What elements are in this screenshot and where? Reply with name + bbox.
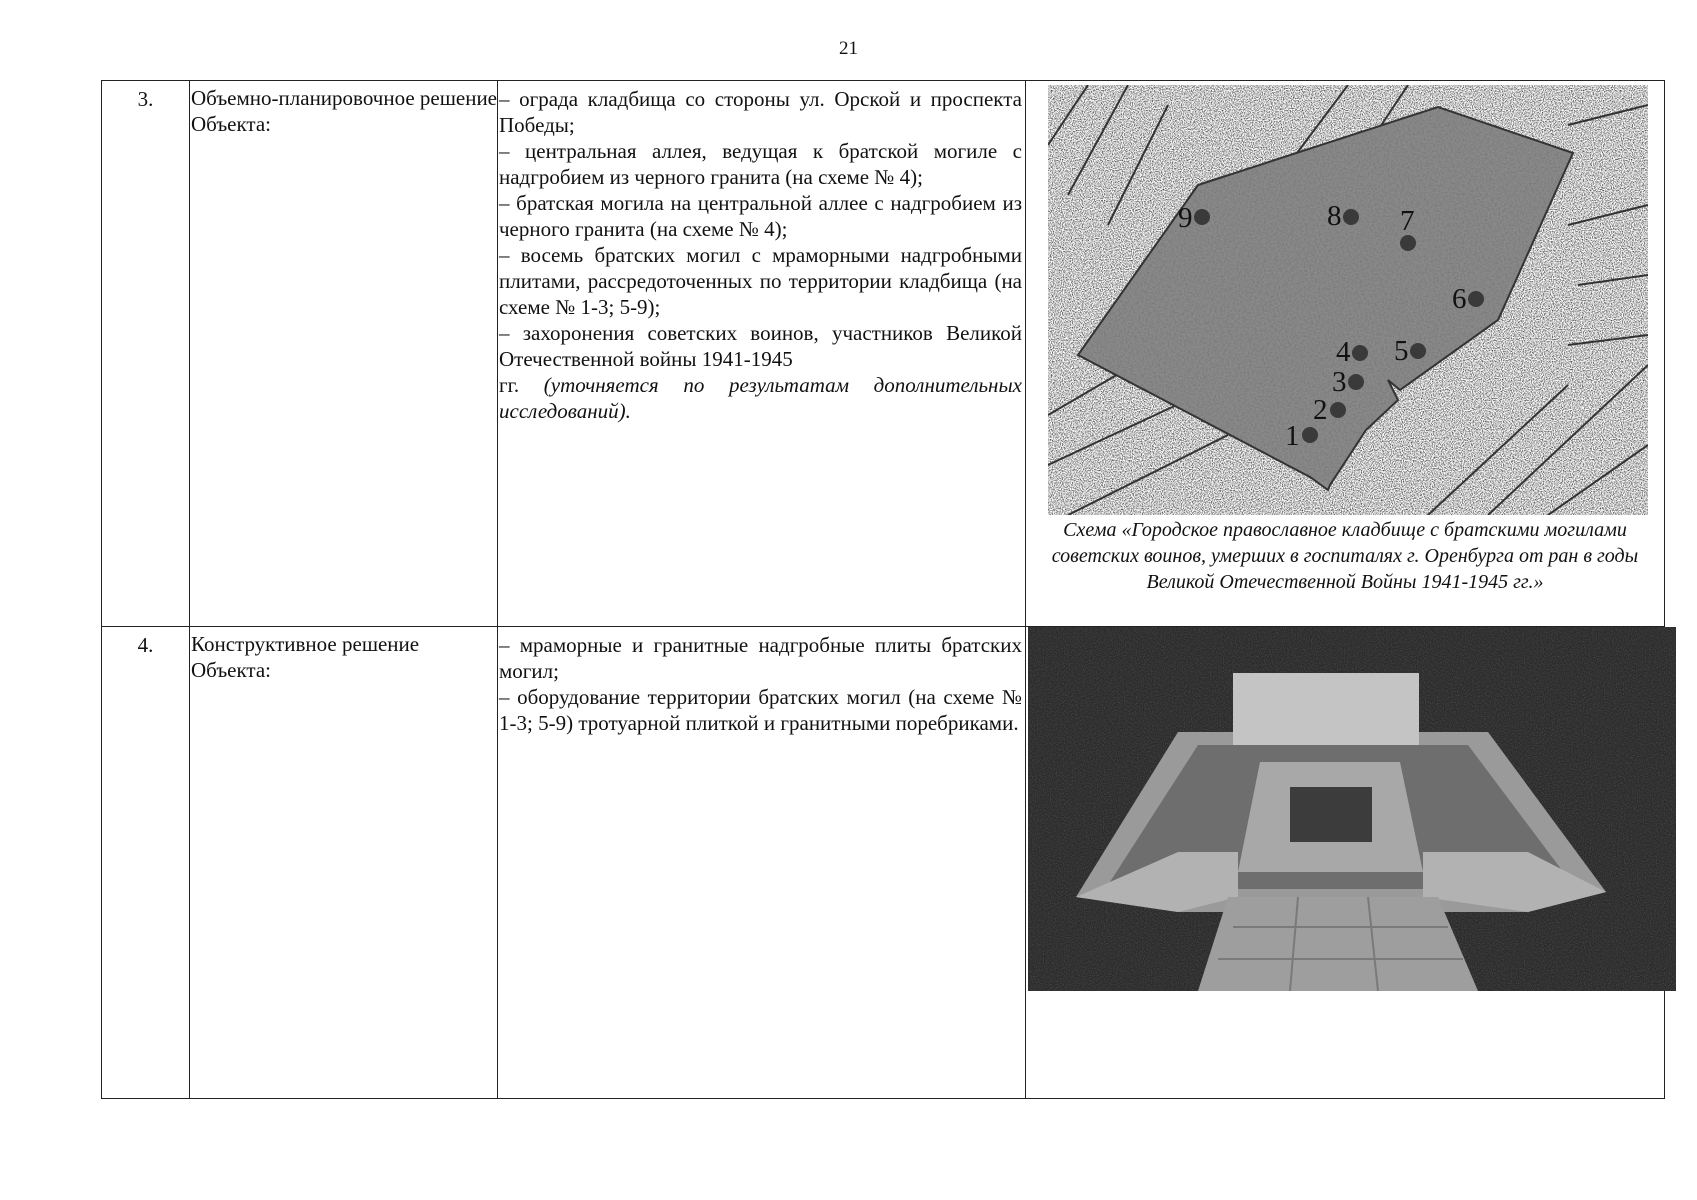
marker-label: 5	[1394, 335, 1409, 367]
marker-label: 8	[1327, 200, 1342, 232]
tail-italic-note: (уточняется по результатам дополнительных исследований).	[499, 373, 1022, 423]
grave-marker-7	[1400, 205, 1416, 251]
marker-label: 9	[1178, 202, 1193, 234]
description-item: – восемь братских могил с мраморными надгробными плитами, рассредоточенных по территории кладбища (на схеме № 1-3; 5-9);	[499, 243, 1022, 319]
description-item: – захоронения советских воинов, участников Великой Отечественной войны 1941-1945	[499, 321, 1022, 371]
paved-path	[1198, 897, 1478, 991]
photo-cell	[1026, 627, 1665, 1099]
marker-label: 6	[1452, 283, 1467, 315]
object-table	[101, 80, 1665, 1099]
row-number: 4.	[102, 627, 190, 1099]
grave-photo	[1028, 627, 1676, 991]
headstone	[1233, 673, 1419, 745]
description-item: – мраморные и гранитные надгробные плиты братских могил;	[499, 633, 1022, 683]
row-description	[498, 627, 1026, 1099]
description-item: – центральная аллея, ведущая к братской могиле с надгробием из черного гранита (на схеме № 4);	[499, 139, 1022, 189]
scheme-caption: Схема «Городское православное кладбище с братскими могилами советских воинов, умерших в госпиталях г. Оренбурга от ран в годы Великой Отечественной Войны 1941-1945 гг.»	[1051, 519, 1639, 593]
marker-label: 2	[1313, 394, 1328, 426]
row-title: Объемно-планировочное решение Объекта:	[190, 81, 498, 627]
scheme-cell	[1026, 81, 1665, 627]
photo-svg	[1028, 627, 1676, 991]
marker-label: 7	[1400, 205, 1415, 237]
description-item: – оборудование территории братских могил (на схеме № 1-3; 5-9) тротуарной плиткой и гранитными поребриками.	[499, 685, 1022, 735]
row-number: 3.	[102, 81, 190, 627]
marker-label: 3	[1332, 366, 1347, 398]
table-row	[102, 81, 1665, 627]
description-item: – братская могила на центральной аллее с надгробием из черного гранита (на схеме № 4);	[499, 191, 1022, 241]
cemetery-scheme-map	[1048, 85, 1648, 515]
scheme-svg	[1048, 85, 1648, 515]
row-description	[498, 81, 1026, 627]
dark-plaque	[1290, 787, 1372, 842]
marker-label: 1	[1285, 420, 1300, 452]
description-item: – ограда кладбища со стороны ул. Орской и проспекта Победы;	[499, 87, 1022, 137]
table-row	[102, 627, 1665, 1099]
row-title: Конструктивное решение Объекта:	[190, 627, 498, 1099]
marker-label: 4	[1336, 336, 1351, 368]
description-item-tail	[499, 372, 1022, 424]
tail-plain: гг.	[499, 373, 544, 397]
page-number: 21	[839, 38, 858, 59]
